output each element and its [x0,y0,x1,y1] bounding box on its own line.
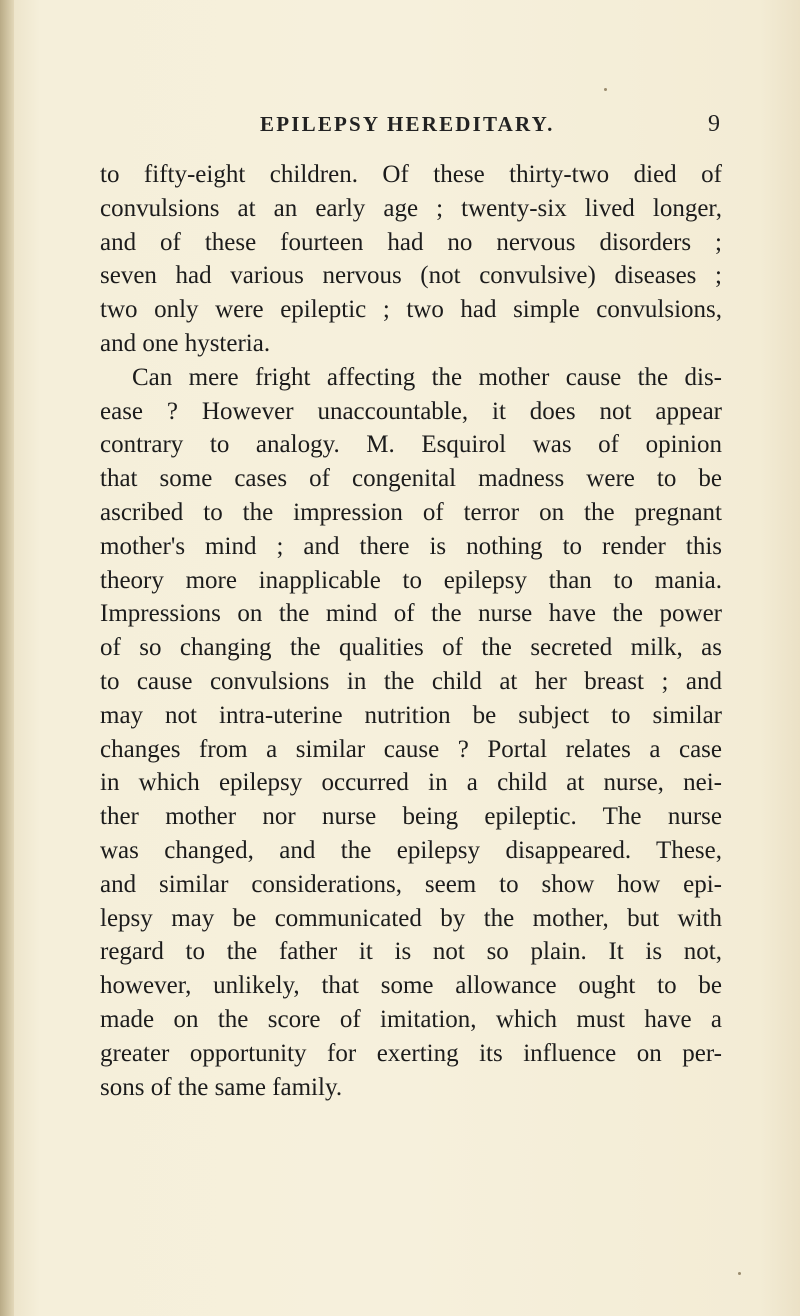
text-line: to cause convulsions in the child at her breast ; and [100,667,722,695]
text-line: ascribed to the impression of terror on the pregnant [100,498,722,526]
text-line: to fifty-eight children. Of these thirty-two died of [100,161,722,188]
text-line: in which epilepsy occurred in a child at nurse, nei- [100,769,722,797]
text-line: however, unlikely, that some allowance ought to be [100,972,722,1000]
text-line: Impressions on the mind of the nurse have the power [100,600,722,628]
text-line: lepsy may be communicated by the mother, but with [100,904,722,932]
text-line: Can mere fright affecting the mother cause the dis- [132,363,722,391]
text-line: was changed, and the epilepsy disappeared. These, [100,836,722,864]
text-line: made on the score of imitation, which must have a [100,1005,722,1033]
text-line: of so changing the qualities of the secreted milk, as [100,634,722,662]
text-line: and of these fourteen had no nervous disorders ; [100,228,722,256]
paper-speck [604,88,607,91]
binding-gutter-shadow [0,0,14,1316]
text-line: seven had various nervous (not convulsive) diseases ; [100,262,722,290]
running-header [100,112,720,146]
text-line: two only were epileptic ; two had simple convulsions, [100,296,722,324]
paper-speck [738,1272,741,1275]
text-line: greater opportunity for exerting its influence on per- [100,1039,722,1067]
text-line: and one hysteria. [100,329,271,357]
text-line: theory more inapplicable to epilepsy than to mania. [100,566,722,594]
body-text [100,158,722,1104]
text-line: ease ? However unaccountable, it does not appear [100,397,722,425]
text-line: contrary to analogy. M. Esquirol was of opinion [100,431,722,459]
text-line: convulsions at an early age ; twenty-six lived longer, [100,194,722,222]
text-line: may not intra-uterine nutrition be subject to similar [100,701,722,729]
text-line: and similar considerations, seem to show how epi- [100,870,722,898]
text-line: changes from a similar cause ? Portal relates a case [100,735,722,763]
text-line: regard to the father it is not so plain. It is not, [100,938,722,966]
page-number: 9 [708,111,720,137]
text-line: sons of the same family. [100,1073,343,1101]
text-line: ther mother nor nurse being epileptic. The nurse [100,803,722,831]
running-title: EPILEPSY HEREDITARY. [260,112,555,136]
text-line: mother's mind ; and there is nothing to render this [100,532,722,560]
text-line: that some cases of congenital madness were to be [100,465,722,493]
